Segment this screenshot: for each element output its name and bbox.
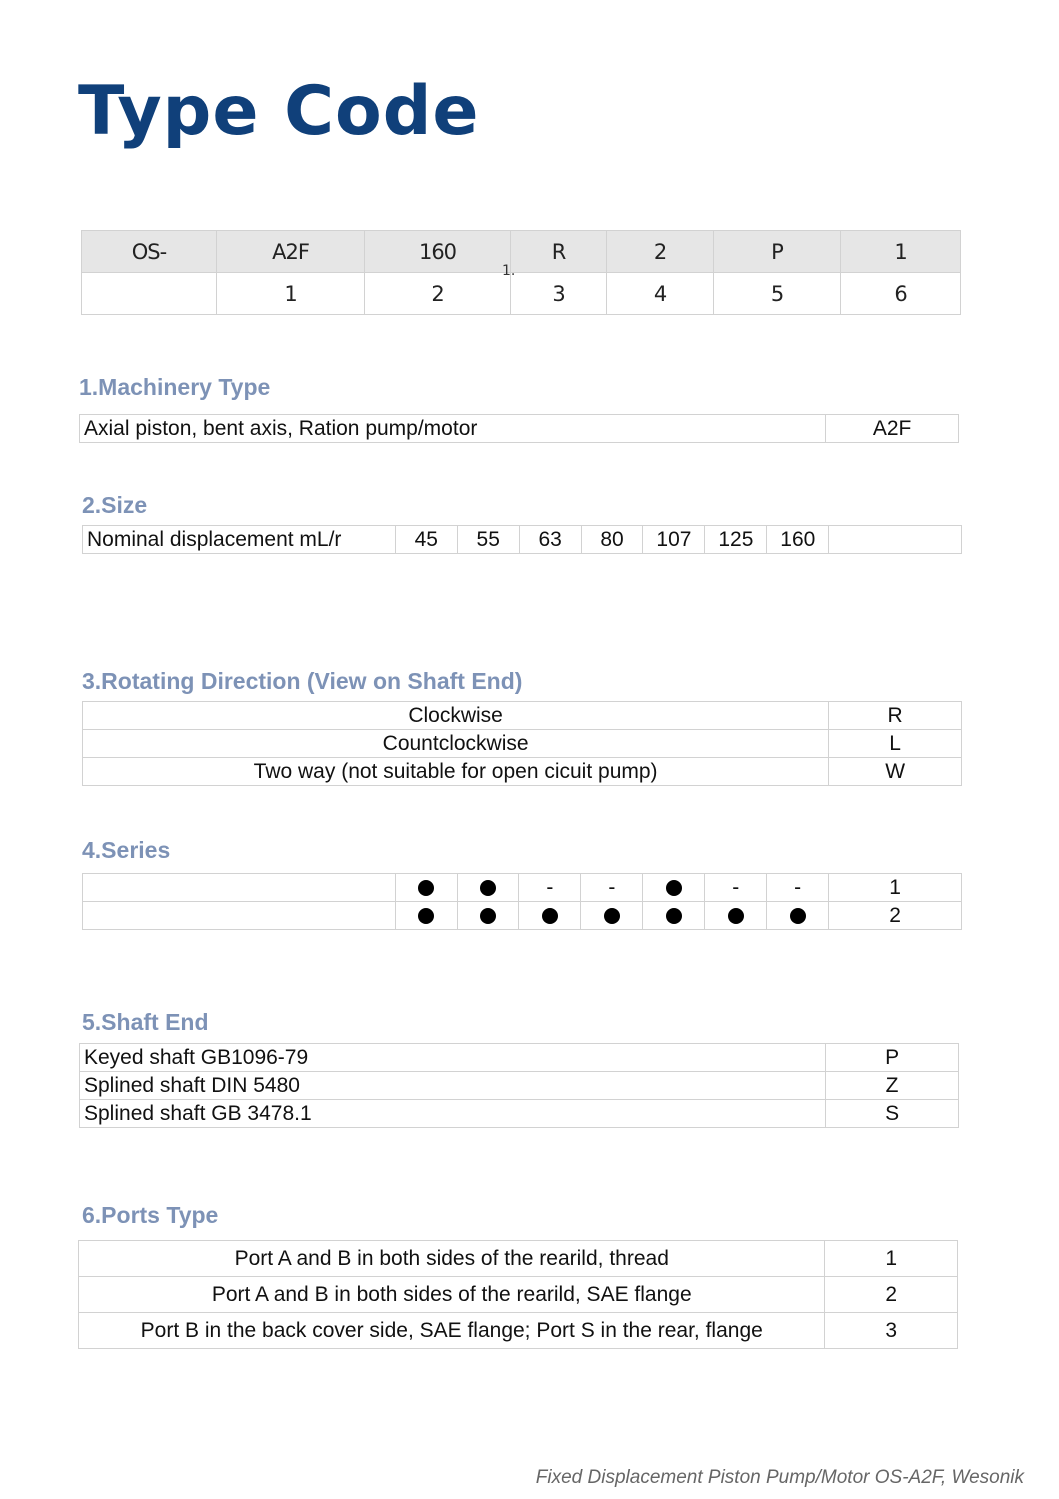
size-code	[829, 526, 962, 554]
series-label	[83, 902, 396, 930]
filled-circle-icon	[790, 908, 806, 924]
table-row	[79, 1277, 958, 1313]
option-code: 3	[825, 1313, 958, 1349]
available-dot-icon	[519, 902, 581, 930]
size-value: 63	[519, 526, 581, 554]
footer-caption: Fixed Displacement Piston Pump/Motor OS-A2F, Wesonik	[535, 1467, 1024, 1488]
size-value: 55	[457, 526, 519, 554]
ports-type-table	[78, 1240, 958, 1349]
size-value: 107	[643, 526, 705, 554]
position-cell: 6	[841, 273, 961, 315]
type-code-row	[82, 231, 961, 273]
option-code: S	[826, 1100, 959, 1128]
section-title-rotating-direction: 3.Rotating Direction (View on Shaft End)	[82, 668, 523, 694]
rotating-direction-table	[82, 701, 962, 786]
filled-circle-icon	[542, 908, 558, 924]
option-code: A2F	[826, 415, 959, 443]
option-label: Axial piston, bent axis, Ration pump/motor	[80, 415, 826, 443]
filled-circle-icon	[604, 908, 620, 924]
section-title-ports-type: 6.Ports Type	[82, 1202, 219, 1228]
option-code: P	[826, 1044, 959, 1072]
table-row	[83, 758, 962, 786]
section-title-machinery-type: 1.Machinery Type	[79, 374, 271, 400]
type-code-table	[81, 230, 961, 315]
available-dot-icon	[581, 902, 643, 930]
filled-circle-icon	[418, 908, 434, 924]
position-cell	[82, 273, 217, 315]
option-code: R	[829, 702, 962, 730]
option-label: Port A and B in both sides of the rearild, thread	[79, 1241, 825, 1277]
table-row	[79, 1241, 958, 1277]
option-label: Keyed shaft GB1096-79	[80, 1044, 826, 1072]
available-dot-icon	[395, 902, 457, 930]
option-label: Splined shaft DIN 5480	[80, 1072, 826, 1100]
series-row	[83, 874, 962, 902]
machinery-type-table	[79, 414, 959, 443]
type-code-cell: P	[714, 231, 841, 273]
type-code-cell: A2F	[217, 231, 365, 273]
size-value: 45	[395, 526, 457, 554]
option-code: 1	[825, 1241, 958, 1277]
option-code: W	[829, 758, 962, 786]
filled-circle-icon	[480, 880, 496, 896]
type-code-cell: OS-	[82, 231, 217, 273]
option-label: Splined shaft GB 3478.1	[80, 1100, 826, 1128]
option-label: Clockwise	[83, 702, 829, 730]
type-code-cell: 2	[607, 231, 714, 273]
available-dot-icon	[643, 874, 705, 902]
option-code: Z	[826, 1072, 959, 1100]
position-cell: 5	[714, 273, 841, 315]
option-label: Port A and B in both sides of the rearild, SAE flange	[79, 1277, 825, 1313]
series-row	[83, 902, 962, 930]
available-dot-icon	[395, 874, 457, 902]
position-row	[82, 273, 961, 315]
position-cell: 3	[511, 273, 607, 315]
table-row	[83, 730, 962, 758]
table-row	[80, 1100, 959, 1128]
option-code: L	[829, 730, 962, 758]
shaft-end-table	[79, 1043, 959, 1128]
option-code: 2	[825, 1277, 958, 1313]
available-dot-icon	[705, 902, 767, 930]
filled-circle-icon	[418, 880, 434, 896]
size-table	[82, 525, 962, 554]
table-row	[80, 1044, 959, 1072]
table-row	[80, 1072, 959, 1100]
available-dot-icon	[457, 902, 519, 930]
available-dot-icon	[457, 874, 519, 902]
filled-circle-icon	[666, 908, 682, 924]
section-title-size: 2.Size	[82, 492, 148, 518]
filled-circle-icon	[480, 908, 496, 924]
series-code: 1	[829, 874, 962, 902]
size-label: Nominal displacement mL/r	[83, 526, 396, 554]
series-table	[82, 873, 962, 930]
table-row	[79, 1313, 958, 1349]
option-label: Port B in the back cover side, SAE flange; Port S in the rear, flange	[79, 1313, 825, 1349]
filled-circle-icon	[728, 908, 744, 924]
option-label: Two way (not suitable for open cicuit pump)	[83, 758, 829, 786]
unavailable-dash: -	[581, 874, 643, 902]
position-cell: 1	[217, 273, 365, 315]
size-value: 80	[581, 526, 643, 554]
stray-note: 1.	[502, 263, 516, 279]
table-row	[83, 526, 962, 554]
table-row	[83, 702, 962, 730]
unavailable-dash: -	[767, 874, 829, 902]
section-title-series: 4.Series	[82, 837, 171, 863]
table-row	[80, 415, 959, 443]
size-value: 160	[767, 526, 829, 554]
option-label: Countclockwise	[83, 730, 829, 758]
series-code: 2	[829, 902, 962, 930]
section-title-shaft-end: 5.Shaft End	[82, 1009, 209, 1035]
size-value: 125	[705, 526, 767, 554]
filled-circle-icon	[666, 880, 682, 896]
series-label	[83, 874, 396, 902]
position-cell: 2	[365, 273, 511, 315]
position-cell: 4	[607, 273, 714, 315]
unavailable-dash: -	[519, 874, 581, 902]
page-title: Type Code	[78, 72, 480, 151]
available-dot-icon	[767, 902, 829, 930]
available-dot-icon	[643, 902, 705, 930]
type-code-cell: 160	[365, 231, 511, 273]
type-code-cell: 1	[841, 231, 961, 273]
type-code-cell: R	[511, 231, 607, 273]
unavailable-dash: -	[705, 874, 767, 902]
